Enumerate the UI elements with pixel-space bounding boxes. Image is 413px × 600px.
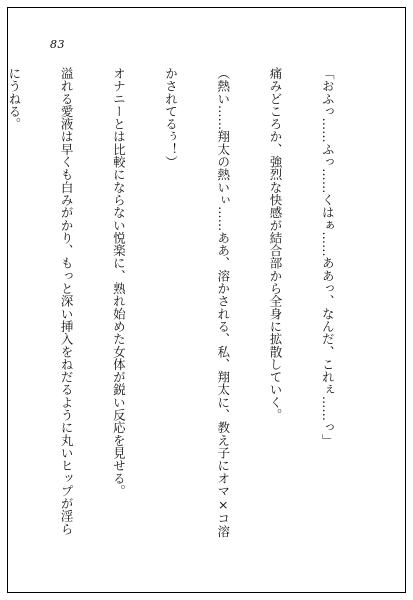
novel-text-column [0,67,371,569]
text-line: 「おふっ……ふっ……くはぁ……ああっ、なんだ、これぇ……っ」 [320,67,336,447]
text-line: かされてるぅ！） [163,67,179,169]
text-line: 痛みどころか、強烈な快感が結合部から全身に拡散していく。 [267,67,283,422]
text-line: （熱い……翔太の熱いぃ……ああ、溶かされる、私、翔太に、教え子にオマ×コ溶 [215,67,231,538]
text-line: 溢れる愛液は早くも白みがかり、もっと深い挿入をねだるように丸いヒップが淫ら [59,67,75,536]
text-line: にうねる。 [6,67,22,131]
page-number: 83 [50,38,65,51]
text-line: オナニーとは比較にならない悦楽に、熟れ始めた女体が鋭い反応を見せる。 [111,67,127,498]
